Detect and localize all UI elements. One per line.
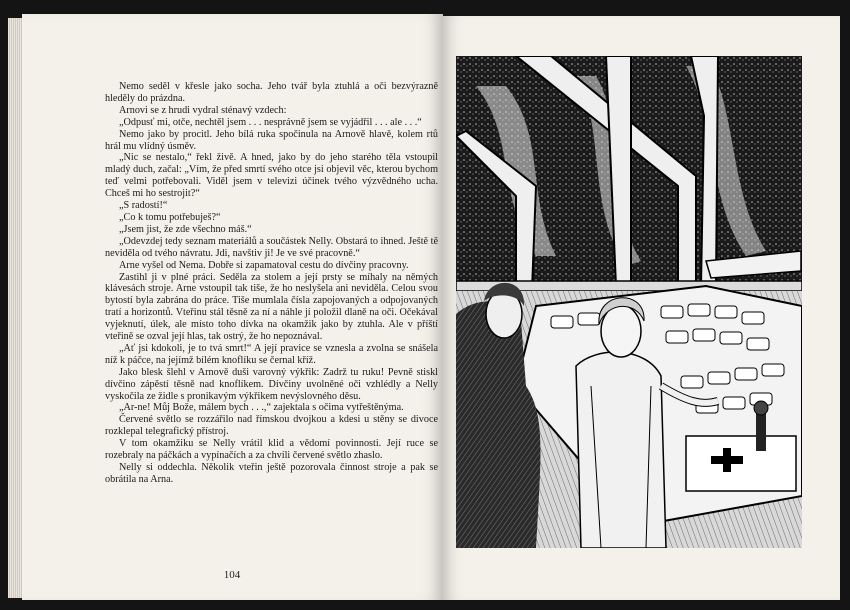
text-block: [105, 81, 438, 486]
ink-illustration: [456, 56, 802, 548]
paragraph: Červené světlo se rozzářilo nad římskou dvojkou a kdesi u stěny se divoce rozklepal telegrafický přístroj.: [105, 414, 438, 438]
paragraph: Nemo seděl v křesle jako socha. Jeho tvář byla ztuhlá a oči bezvýrazně hleděly do prázdna.: [105, 81, 438, 104]
paragraph: „Ar-ne! Můj Bože, málem bych . . .,“ zajektala s očima vytřeštěnýma.: [119, 402, 404, 414]
paragraph: „Nic se nestalo,“ řekl živě. A hned, jako by do jeho starého těla vstoupil mladý duch, začal: „Vím, že před smrtí svého otce jsi objevil věc, kterou bychom teď velmi potřebovali. Viděl jsem v televizi účinek tvého výzvědného ucha. Chceš mi ho sestrojit?“: [105, 152, 438, 200]
paragraph: Arne vyšel od Nema. Dobře si zapamatoval cestu do dívčiny pracovny.: [119, 259, 409, 271]
paragraph: „Co k tomu potřebuješ?“: [119, 211, 221, 223]
page-number: 104: [223, 569, 241, 581]
page-edges: [8, 18, 22, 598]
left-page: [22, 14, 443, 600]
paragraph: Nemo jako by procitl. Jeho bílá ruka spočinula na Arnově hlavě, kolem rtů hrál mu vlídný úsměv.: [105, 128, 438, 152]
paragraph: „Jsem jist, že zde všechno máš.“: [119, 223, 252, 235]
paragraph: V tom okamžiku se Nelly vrátil klid a vědomí povinnosti. Její ruce se rozebraly na páčkách a vypínačích a za chvíli červené světlo zhaslo.: [105, 438, 438, 462]
paragraph: Arnovi se z hrudi vydral sténavý vzdech:: [119, 104, 287, 116]
paragraph: „Odevzdej tedy seznam materiálů a součástek Nelly. Obstará to ihned. Ještě tě neviděla od tvého návratu. Jdi, navštiv ji! Je ve své pracovně.“: [105, 235, 438, 259]
paragraph: Zastihl ji v plné práci. Seděla za stolem a její prsty se míhaly na němých klávesách stroje. Arne vstoupil tak tiše, že ho neslyšela ani neviděla. Celou svou bytostí byla zabrána do práce. Tiše mumlala čísla zapojovaných a odpojovaných tratí a horizontů. Vteřinu stál těsně za ní a náhle jí položil dlaně na oči. Očekával vyjeknutí, úlek, ale místo toho dívka na okamžik jako by ztuhla. Ale v příští vteřině se ozval její hlas, tak ostrý, že ho nepoznával.: [105, 271, 438, 343]
paragraph: Nelly si oddechla. Několik vteřin ještě pozorovala činnost stroje a pak se obrátila na Arna.: [105, 462, 438, 485]
paragraph: „Odpusť mi, otče, nechtěl jsem . . . nesprávně jsem se vyjádřil . . . ale . . .“: [119, 116, 422, 128]
paragraph: „S radostí!“: [119, 200, 168, 212]
paragraph: „Ať jsi kdokoli, je to tvá smrt!“ A její pravice se vznesla a zvolna se snášela níž k páčce, na jejímž bílém knoflíku se černal kříž.: [105, 342, 438, 366]
right-page: [442, 16, 840, 600]
paragraph: Jako blesk šlehl v Arnově duši varovný výkřik: Zadrž tu ruku! Pevně stiskl dívčino zápěstí těsně nad knoflíkem. Dívčiny uvolněné oči vzhlédly a Nelly vyskočila ze židle s pronikavým výkřikem nevýslovného děsu.: [105, 366, 438, 402]
